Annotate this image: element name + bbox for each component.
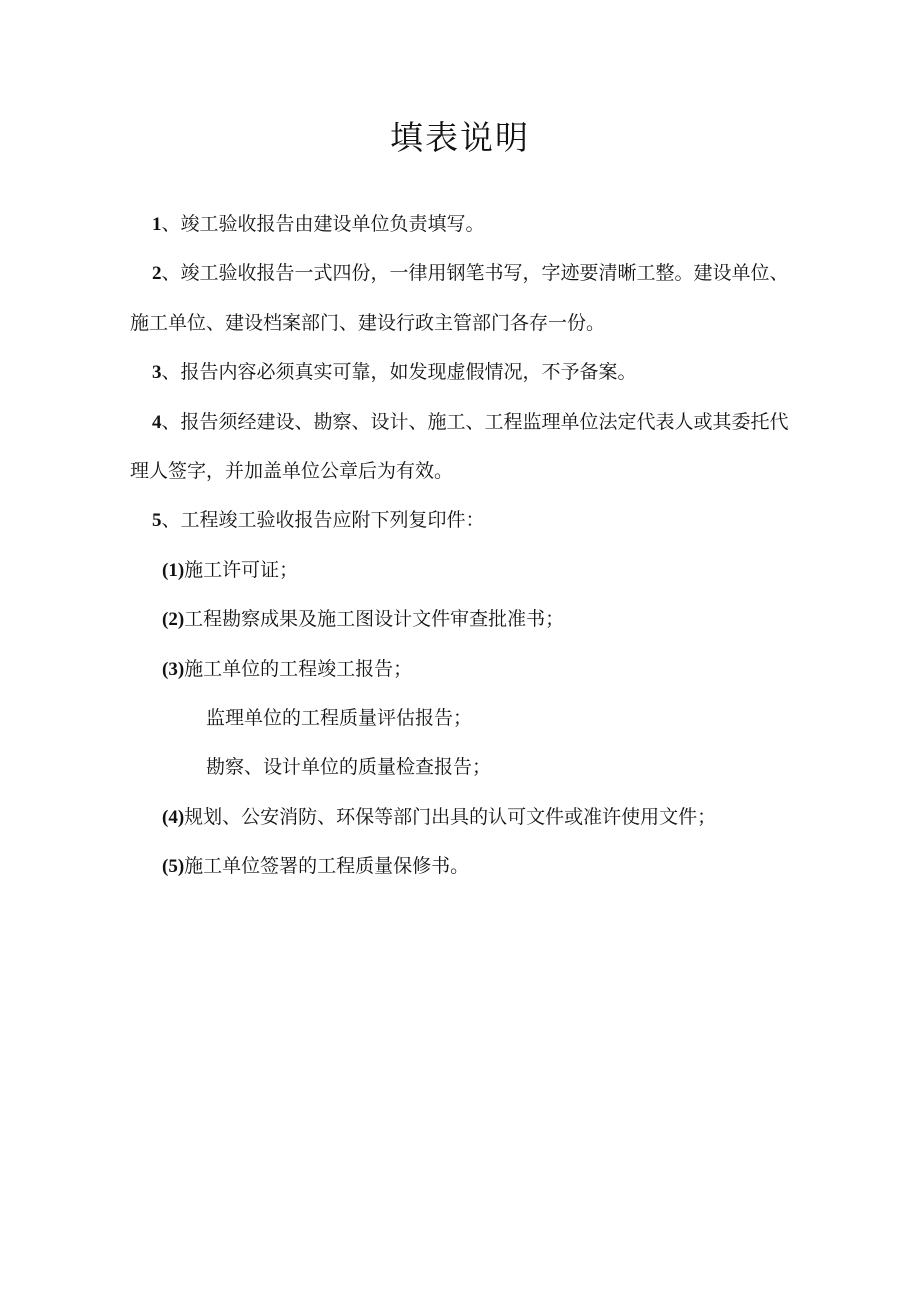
attachment-item-2 xyxy=(130,595,802,644)
attachment-item-4 xyxy=(130,793,802,842)
item-text: 、工程竣工验收报告应附下列复印件： xyxy=(161,509,485,532)
attachment-text: 施工许可证； xyxy=(184,558,299,581)
item-text: 、报告内容必须真实可靠，如发现虚假情况，不予备案。 xyxy=(161,361,637,384)
attachment-item-1 xyxy=(130,546,802,595)
attachment-item-5 xyxy=(130,842,802,891)
instruction-item-2 xyxy=(130,249,802,348)
instruction-item-3 xyxy=(130,348,802,397)
instructions-body xyxy=(130,200,802,892)
attachment-number: (2) xyxy=(162,609,185,631)
attachment-number: (1) xyxy=(162,559,185,581)
attachment-number: (3) xyxy=(162,658,185,680)
item-text: 、竣工验收报告一式四份，一律用钢笔书写，字迹要清晰工整。建设单位、施工单位、建设档案部门、建设行政主管部门各存一份。 xyxy=(130,262,789,334)
page-title: 填表说明 xyxy=(390,118,530,157)
item-number: 2 xyxy=(152,263,162,285)
instruction-item-1 xyxy=(130,200,802,249)
attachment-item-3 xyxy=(130,645,802,694)
attachment-text: 施工单位的工程竣工报告； xyxy=(184,657,413,680)
attachment-text: 施工单位签署的工程质量保修书。 xyxy=(184,855,470,878)
instruction-item-5 xyxy=(130,496,802,545)
item-number: 3 xyxy=(152,362,162,384)
item-text: 、竣工验收报告由建设单位负责填写。 xyxy=(161,213,485,235)
attachment-text: 工程勘察成果及施工图设计文件审查批准书； xyxy=(184,608,565,631)
item-number: 5 xyxy=(152,510,162,532)
attachment-number: (5) xyxy=(162,856,185,878)
item-number: 4 xyxy=(152,411,162,433)
item-text: 、报告须经建设、勘察、设计、施工、工程监理单位法定代表人或其委托代理人签字，并加盖单位公章后为有效。 xyxy=(130,410,789,483)
attachment-subitem-survey-design: 勘察、设计单位的质量检查报告； xyxy=(206,756,492,779)
attachment-text: 规划、公安消防、环保等部门出具的认可文件或准许使用文件； xyxy=(184,805,717,828)
instruction-item-4 xyxy=(130,398,802,497)
attachment-number: (4) xyxy=(162,806,185,828)
item-number: 1 xyxy=(152,214,162,235)
attachment-subitem-supervision: 监理单位的工程质量评估报告； xyxy=(206,707,473,730)
